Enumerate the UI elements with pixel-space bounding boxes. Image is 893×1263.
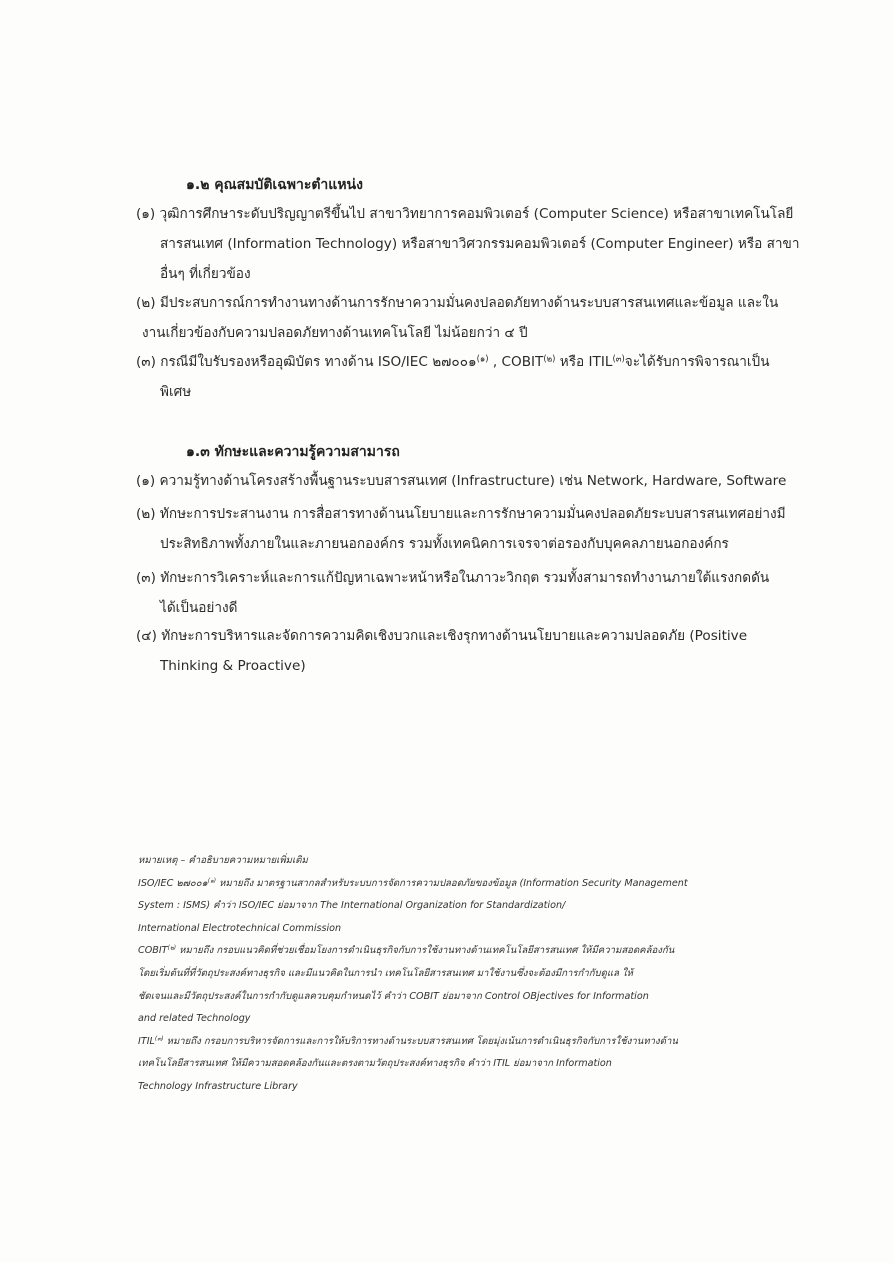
- item-line: (๑) ความรู้ทางด้านโครงสร้างพื้นฐานระบบสารสนเทศ (Infrastructure) เช่น Network, Hardware, Software: [136, 473, 787, 489]
- skill-item-2: [136, 499, 816, 559]
- note-line: เทคโนโลยีสารสนเทศ ให้มีความสอดคล้องกันและตรงตามวัตถุประสงค์ทางธุรกิจ คำว่า ITIL ย่อมาจาก Information: [138, 1058, 612, 1070]
- item-line: อื่นๆ ที่เกี่ยวข้อง: [160, 266, 251, 282]
- note-line: ชัดเจนและมีวัตถุประสงค์ในการกำกับดูแลควบคุมกำหนดไว้ คำว่า COBIT ย่อมาจาก Control OBjectives for Information: [138, 990, 649, 1002]
- item-line: (๑) วุฒิการศึกษาระดับปริญญาตรีขึ้นไป สาขาวิทยาการคอมพิวเตอร์ (Computer Science) หรือสาขาเทคโนโลยี: [136, 206, 794, 222]
- note-itil: ITIL$^{(๓)}$ หมายถึง กรอบการบริหารจัดการและการให้บริการทางด้านระบบสารสนเทศ โดยมุ่งเน้นการดำเนินธุรกิจกับการใช้งานทางด้าน: [138, 1035, 678, 1047]
- notes-title: หมายเหตุ – คำอธิบายความหมายเพิ่มเติม: [138, 855, 308, 866]
- item-line: สารสนเทศ (Information Technology) หรือสาขาวิศวกรรมคอมพิวเตอร์ (Computer Engineer) หรือ สาขา: [160, 236, 800, 252]
- skill-item-1: [136, 466, 816, 496]
- note-line: International Electrotechnical Commission: [138, 922, 342, 934]
- item-line: (๒) มีประสบการณ์การทำงานทางด้านการรักษาความมั่นคงปลอดภัยทางด้านระบบสารสนเทศและข้อมูล และใน: [136, 295, 779, 311]
- qualification-item-3: [136, 347, 816, 407]
- item-line: งานเกี่ยวข้องกับความปลอดภัยทางด้านเทคโนโลยี ไม่น้อยกว่า ๔ ปี: [142, 325, 528, 341]
- note-line: Technology Infrastructure Library: [138, 1080, 298, 1092]
- item-line: (๓) ทักษะการวิเคราะห์และการแก้ปัญหาเฉพาะหน้าหรือในภาวะวิกฤต รวมทั้งสามารถทำงานภายใต้แรงกดดัน: [136, 570, 770, 586]
- item-line: พิเศษ: [160, 384, 192, 400]
- item-line: (๔) ทักษะการบริหารและจัดการความคิดเชิงบวกและเชิงรุกทางด้านนโยบายและความปลอดภัย (Positive: [136, 628, 748, 644]
- note-iso: ISO/IEC ๒๗๐๐๑$^{(๑)}$ หมายถึง มาตรฐานสากลสำหรับระบบการจัดการความปลอดภัยของข้อมูล (Information Security Management: [138, 877, 688, 889]
- item-line: (๒) ทักษะการประสานงาน การสื่อสารทางด้านนโยบายและการรักษาความมั่นคงปลอดภัยระบบสารสนเทศอย่างมี: [136, 506, 786, 522]
- section-1-3-heading: ๑.๓ ทักษะและความรู้ความสามารถ: [186, 444, 400, 460]
- note-line: โดยเริ่มต้นที่ที่วัตถุประสงค์ทางธุรกิจ และมีแนวคิดในการนำ เทคโนโลยีสารสนเทศ มาใช้งานซึ่งจะต้องมีการกำกับดูแล ให้: [138, 967, 634, 979]
- item-line: Thinking & Proactive): [160, 658, 306, 674]
- qualification-item-1: [136, 199, 816, 289]
- note-line: and related Technology: [138, 1013, 251, 1025]
- qualification-item-2: [136, 288, 816, 348]
- skill-item-3: [136, 563, 816, 623]
- item-line: (๓) กรณีมีใบรับรองหรืออุฒิบัตร ทางด้าน ISO/IEC ๒๗๐๐๑$^{(๑)}$ , COBIT$^{(๒)}$ หรือ ITIL$^{(๓)}$จะได้รับการพิจารณาเป็น: [136, 353, 770, 370]
- footnotes: [138, 850, 778, 1099]
- item-line: ประสิทธิภาพทั้งภายในและภายนอกองค์กร รวมทั้งเทคนิคการเจรจาต่อรองกับบุคคลภายนอกองค์กร: [160, 536, 729, 552]
- note-cobit: COBIT$^{(๒)}$ หมายถึง กรอบแนวคิดที่ช่วยเชื่อมโยงการดำเนินธุรกิจกับการใช้งานทางด้านเทคโนโลยีสารสนเทศ ให้มีความสอดคล้องกัน: [138, 945, 675, 957]
- item-line: ได้เป็นอย่างดี: [160, 600, 238, 616]
- section-1-2-heading: ๑.๒ คุณสมบัติเฉพาะตำแหน่ง: [186, 177, 363, 193]
- note-line: System : ISMS) คำว่า ISO/IEC ย่อมาจาก The International Organization for Standardization/: [138, 900, 566, 912]
- skill-item-4: [136, 621, 816, 681]
